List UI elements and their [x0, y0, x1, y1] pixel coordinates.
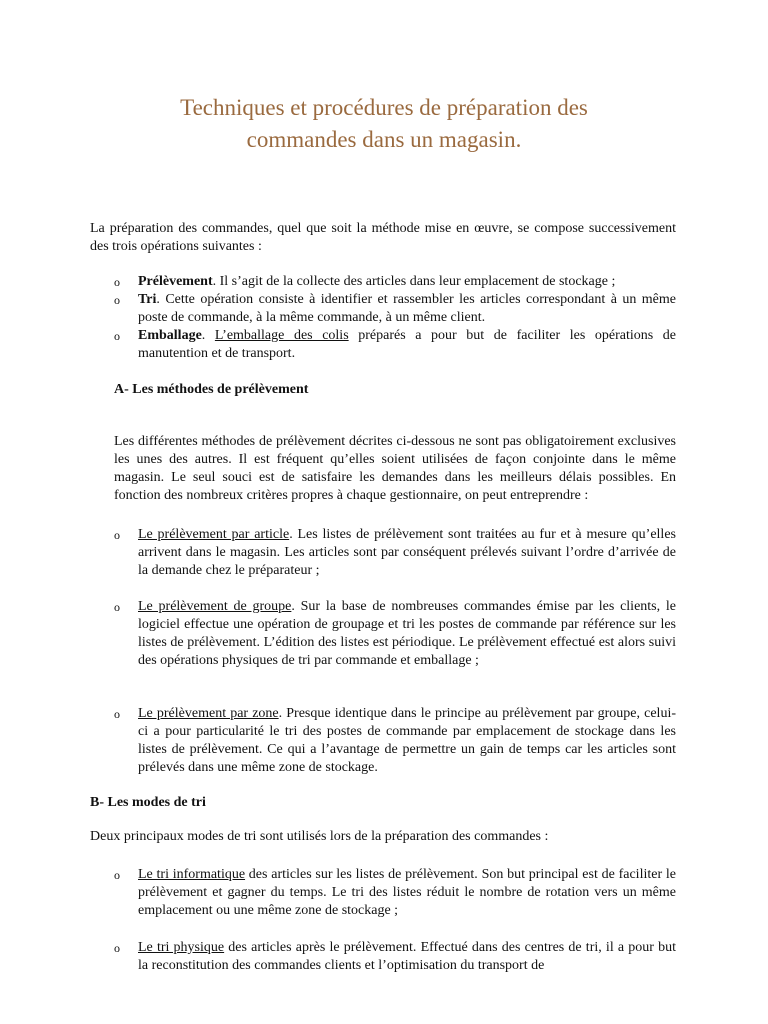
bullet-marker: o	[114, 868, 120, 882]
section-a-list-2	[114, 598, 676, 670]
list-item: o Le tri informatique des articles sur les listes de prélèvement. Son but principal est de faciliter le prélèvement et gagner du temps. Le tri des listes réduit le nombre de rotation vers un même emplacement ou une même zone de stockage ;	[114, 867, 676, 918]
section-b-list-2	[114, 939, 676, 975]
list-item: o Tri. Cette opération consiste à identifier et rassembler les articles correspondant à un même poste de commande, à la même commande, à un même client.	[114, 292, 676, 325]
bullet-marker: o	[114, 600, 120, 614]
section-a-list	[114, 526, 676, 580]
list-item: o Le tri physique des articles après le prélèvement. Effectué dans des centres de tri, il a pour but la reconstitution des commandes clients et l’optimisation du transport de	[114, 940, 677, 973]
list-item: o Prélèvement. Il s’agit de la collecte des articles dans leur emplacement de stockage ;	[114, 274, 616, 289]
bullet-marker: o	[114, 528, 120, 542]
list-item: o Le prélèvement de groupe. Sur la base de nombreuses commandes émise par les clients, le logiciel effectue une opération de groupage et tri les postes de commande par référence sur les listes de prélèvement. L’édition des listes est périodique. Le prélèvement effectué est alors suivi des opérations physiques de tri par commande et emballage ;	[114, 599, 677, 668]
bullet-marker: o	[114, 275, 120, 289]
operations-list	[114, 273, 676, 363]
bullet-marker: o	[114, 293, 120, 307]
section-a-heading: A- Les méthodes de prélèvement	[114, 382, 309, 397]
title-line-2: commandes dans un magasin.	[246, 127, 522, 152]
list-item: o Le prélèvement par article. Les listes de prélèvement sont traitées au fur et à mesure qu’elles arrivent dans le magasin. Les articles sont par conséquent prélevés suivant l’ordre d’arrivée de la demande chez le préparateur ;	[114, 527, 676, 578]
intro-paragraph: La préparation des commandes, quel que soit la méthode mise en œuvre, se compose successivement des trois opérations suivantes :	[90, 221, 676, 254]
document-title	[0, 92, 768, 156]
section-a-list-3	[114, 705, 676, 777]
title-line-1: Techniques et procédures de préparation des	[180, 95, 588, 120]
bullet-marker: o	[114, 329, 120, 343]
bullet-marker: o	[114, 707, 120, 721]
bullet-marker: o	[114, 941, 120, 955]
list-item: o Emballage. L’emballage des colis préparés a pour but de faciliter les opérations de manutention et de transport.	[114, 328, 676, 361]
section-b-intro: Deux principaux modes de tri sont utilisés lors de la préparation des commandes :	[90, 829, 549, 844]
list-item: o Le prélèvement par zone. Presque identique dans le principe au prélèvement par groupe, celui-ci a pour particularité le tri des postes de commande par emplacement de stockage dans les listes de prélèvement. Ce qui a l’avantage de permettre un gain de temps car les articles sont prélevés dans une même zone de stockage.	[114, 706, 676, 775]
section-b-heading: B- Les modes de tri	[90, 795, 206, 810]
section-b-list	[114, 866, 676, 920]
section-a-intro: Les différentes méthodes de prélèvement décrites ci-dessous ne sont pas obligatoirement exclusives les unes des autres. Il est fréquent qu’elles soient utilisées de façon conjointe dans le même magasin. Le seul souci est de satisfaire les demandes dans les meilleurs délais possibles. En fonction des nombreux critères propres à chaque gestionnaire, on peut entreprendre :	[114, 434, 676, 503]
